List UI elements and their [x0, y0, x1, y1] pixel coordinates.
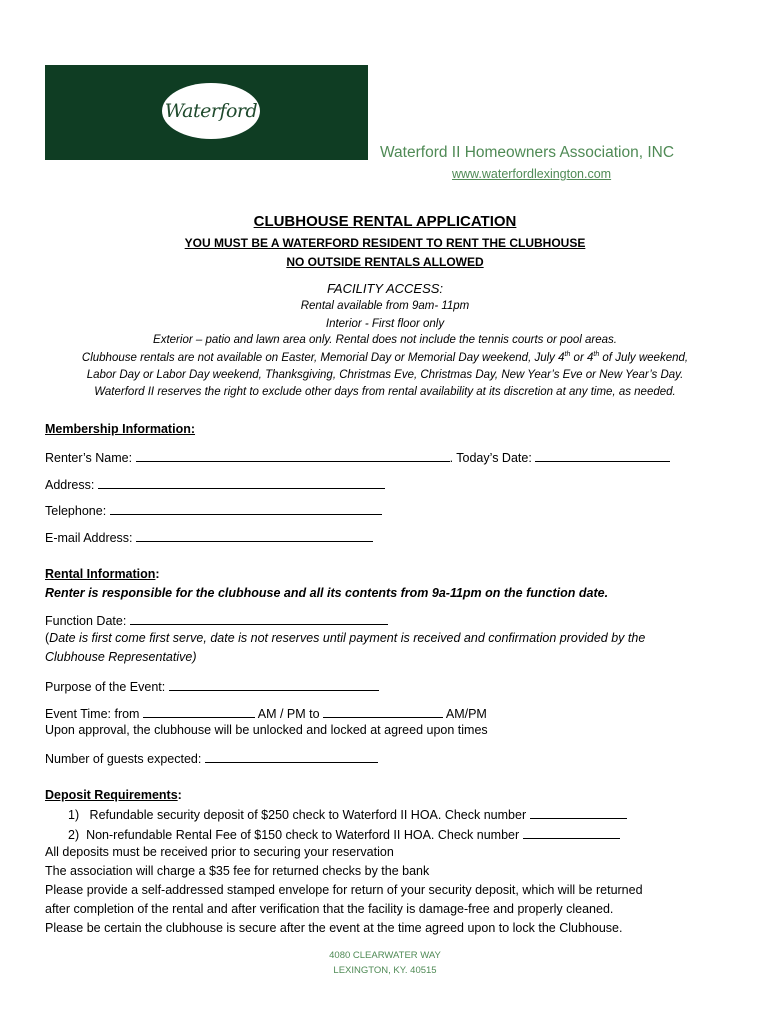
deposit-heading: Deposit Requirements: [45, 788, 182, 802]
facility-interior: Interior - First floor only [325, 318, 445, 330]
rental-heading: Rental Information: [45, 567, 160, 581]
renter-name-field[interactable] [136, 449, 450, 462]
check-number-2-field[interactable] [523, 826, 620, 839]
facility-unavailable-holidays-2: Labor Day or Labor Day weekend, Thanksgiving, Christmas Eve, Christmas Day, New Year’s Eve or New Year’s Day. [86, 369, 684, 381]
facility-exterior: Exterior – patio and lawn area only. Rental does not include the tennis courts or pool areas. [153, 334, 617, 346]
deposit-note-2: The association will charge a $35 fee for returned checks by the bank [45, 864, 430, 878]
deposit-item-2: 2) Non-refundable Rental Fee of $150 check to Waterford II HOA. Check number [68, 826, 620, 842]
email-label: E-mail Address: [45, 531, 133, 545]
renter-name-label: Renter’s Name: [45, 451, 133, 465]
guests-field[interactable] [205, 750, 378, 763]
address-row [45, 476, 385, 492]
purpose-field[interactable] [169, 678, 379, 691]
footer-street: 4080 CLEARWATER WAY [329, 950, 441, 961]
resident-requirement: YOU MUST BE A WATERFORD RESIDENT TO RENT THE CLUBHOUSE [184, 236, 586, 250]
date-note-line2: Clubhouse Representative) [45, 650, 197, 664]
footer-city: LEXINGTON, KY. 40515 [333, 965, 437, 976]
email-field[interactable] [136, 529, 373, 542]
logo-text: Waterford [164, 100, 258, 122]
address-field[interactable] [98, 476, 385, 489]
function-date-row [45, 612, 388, 628]
telephone-label: Telephone: [45, 504, 107, 518]
facility-unavailable-holidays: Clubhouse rentals are not available on Easter, Memorial Day or Memorial Day weekend, July 4th or 4th of July weekend, [81, 351, 689, 364]
logo-banner [45, 65, 368, 160]
waterford-logo [162, 83, 260, 139]
unlock-note: Upon approval, the clubhouse will be unlocked and locked at agreed upon times [45, 723, 488, 737]
telephone-field[interactable] [110, 502, 382, 515]
guests-row [45, 750, 378, 766]
am-pm-label: AM/PM [445, 707, 487, 721]
organization-website-link[interactable]: www.waterfordlexington.com [452, 167, 612, 181]
todays-date-label: . Today’s Date: [449, 451, 532, 465]
todays-date-field[interactable] [535, 449, 670, 462]
date-note-line1: (Date is first come first serve, date is not reserves until payment is received and confirmation provided by the [45, 631, 646, 645]
purpose-label: Purpose of the Event: [45, 680, 166, 694]
renter-responsibility: Renter is responsible for the clubhouse and all its contents from 9a-11pm on the function date. [45, 586, 609, 600]
telephone-row [45, 502, 382, 518]
event-time-row [45, 705, 487, 721]
deposit-item-1: 1) Refundable security deposit of $250 check to Waterford II HOA. Check number [68, 806, 627, 822]
facility-hours: Rental available from 9am- 11pm [300, 300, 470, 312]
event-time-label: Event Time: from [45, 707, 140, 721]
function-date-field[interactable] [130, 612, 388, 625]
membership-heading: Membership Information: [45, 422, 196, 436]
purpose-row [45, 678, 379, 694]
event-end-time-field[interactable] [323, 705, 443, 718]
document-title: CLUBHOUSE RENTAL APPLICATION [253, 213, 517, 230]
check-number-1-field[interactable] [530, 806, 627, 819]
function-date-label: Function Date: [45, 614, 127, 628]
renter-name-row [45, 449, 670, 465]
email-row [45, 529, 373, 545]
event-start-time-field[interactable] [143, 705, 255, 718]
organization-name: Waterford II Homeowners Association, INC [380, 144, 675, 161]
am-pm-to-label: AM / PM to [257, 707, 320, 721]
deposit-note-3: Please provide a self-addressed stamped envelope for return of your security deposit, which will be returned [45, 883, 643, 897]
deposit-note-1: All deposits must be received prior to securing your reservation [45, 845, 394, 859]
guests-label: Number of guests expected: [45, 752, 202, 766]
facility-exclusion-note: Waterford II reserves the right to exclude other days from rental availability at its discretion at any time, as needed. [94, 386, 676, 398]
no-outside-rentals: NO OUTSIDE RENTALS ALLOWED [286, 255, 484, 269]
address-label: Address: [45, 478, 95, 492]
deposit-note-5: Please be certain the clubhouse is secure after the event at the time agreed upon to lock the Clubhouse. [45, 921, 623, 935]
facility-access-heading: FACILITY ACCESS: [326, 281, 444, 296]
deposit-note-4: after completion of the rental and after verification that the facility is damage-free and properly cleaned. [45, 902, 614, 916]
